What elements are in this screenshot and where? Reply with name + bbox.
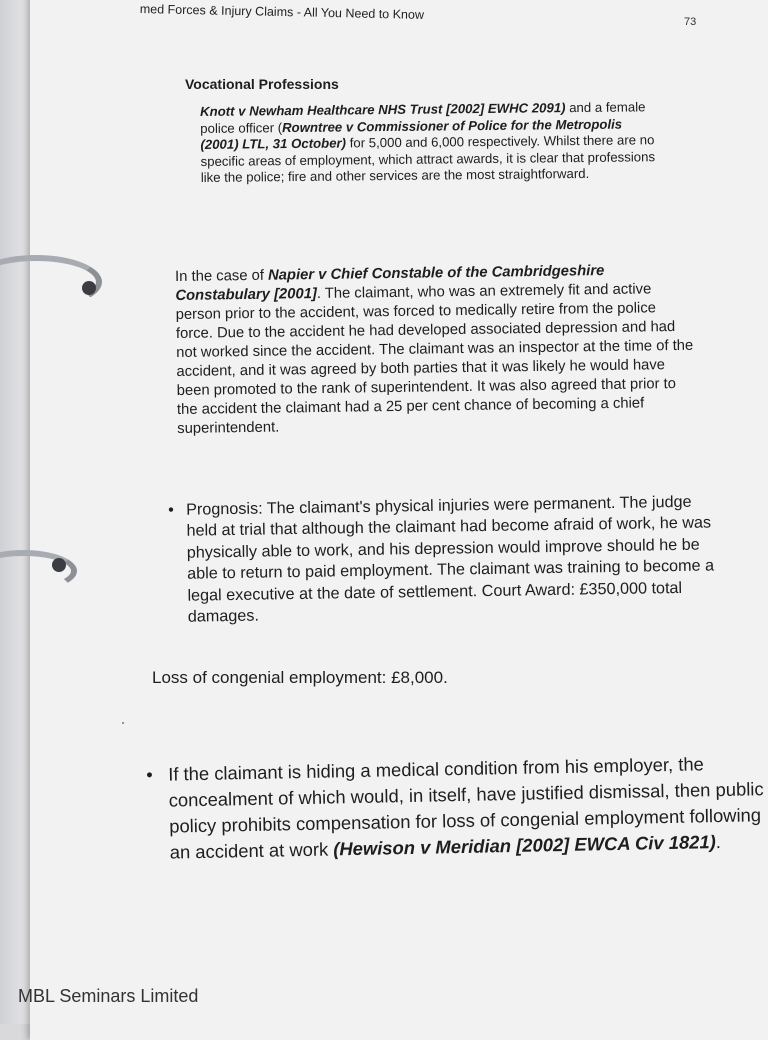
case-citation: Knott v Newham Healthcare NHS Trust [2002] EWHC 2091) [200, 100, 566, 119]
page-speck [122, 722, 124, 724]
paragraph-text: In the case of [175, 267, 269, 285]
case-citation: (Hewison v Meridian [2002] EWCA Civ 1821) [333, 831, 716, 860]
paragraph-vocational [200, 99, 661, 186]
bullet-text-end: . [715, 830, 722, 853]
punch-hole-bottom [52, 558, 66, 572]
bullet-marker: • [146, 763, 153, 785]
bullet-concealment [146, 750, 768, 866]
paragraph-text: and a female police officer ( [200, 99, 646, 136]
case-citation: Rowntree v Commissioner of Police for the Metropolis (2001) LTL, 31 October) [200, 116, 623, 152]
loss-of-employment-line: Loss of congenial employment: £8,000. [152, 668, 448, 687]
page-number: 73 [684, 16, 697, 28]
running-header: med Forces & Injury Claims - All You Need to Know [139, 2, 425, 22]
case-citation: Napier v Chief Constable of the Cambridgeshire Constabulary [2001] [175, 263, 605, 304]
footer-publisher: MBL Seminars Limited [18, 986, 199, 1006]
bullet-prognosis [168, 491, 716, 628]
bullet-text: If the claimant is hiding a medical condition from his employer, the concealment of which would, in itself, have justified dismissal, then public policy prohibits compensation for loss of congenial employment following an accident at work [168, 753, 764, 863]
bullet-text: Prognosis: The claimant's physical injuries were permanent. The judge held at trial that although the claimant had become afraid of work, he was physically able to work, and his depression would improve should he be able to return to paid employment. The claimant was training to become a legal executive at the date of settlement. Court Award: £350,000 total damages. [186, 492, 715, 626]
paragraph-text: . The claimant, who was an extremely fit and active person prior to the accident, was forced to medically retire from the police force. Due to the accident he had developed associated depression and had not worked since the accident. The claimant was an inspector at the time of the accident, and it was agreed by both parties that it was likely he would have been promoted to the rank of superintendent. It was also agreed that prior to the accident the claimant had a 25 per cent chance of becoming a chief superintendent. [175, 281, 694, 437]
bullet-marker: • [168, 500, 174, 519]
paragraph-text: for 5,000 and 6,000 respectively. Whilst there are no specific areas of employment, which attract awards, it is clear that professions like the police; fire and other services are the most straightforward. [200, 132, 656, 185]
paragraph-napier [175, 261, 697, 439]
section-title: Vocational Professions [185, 76, 339, 92]
punch-hole-top [82, 281, 96, 295]
